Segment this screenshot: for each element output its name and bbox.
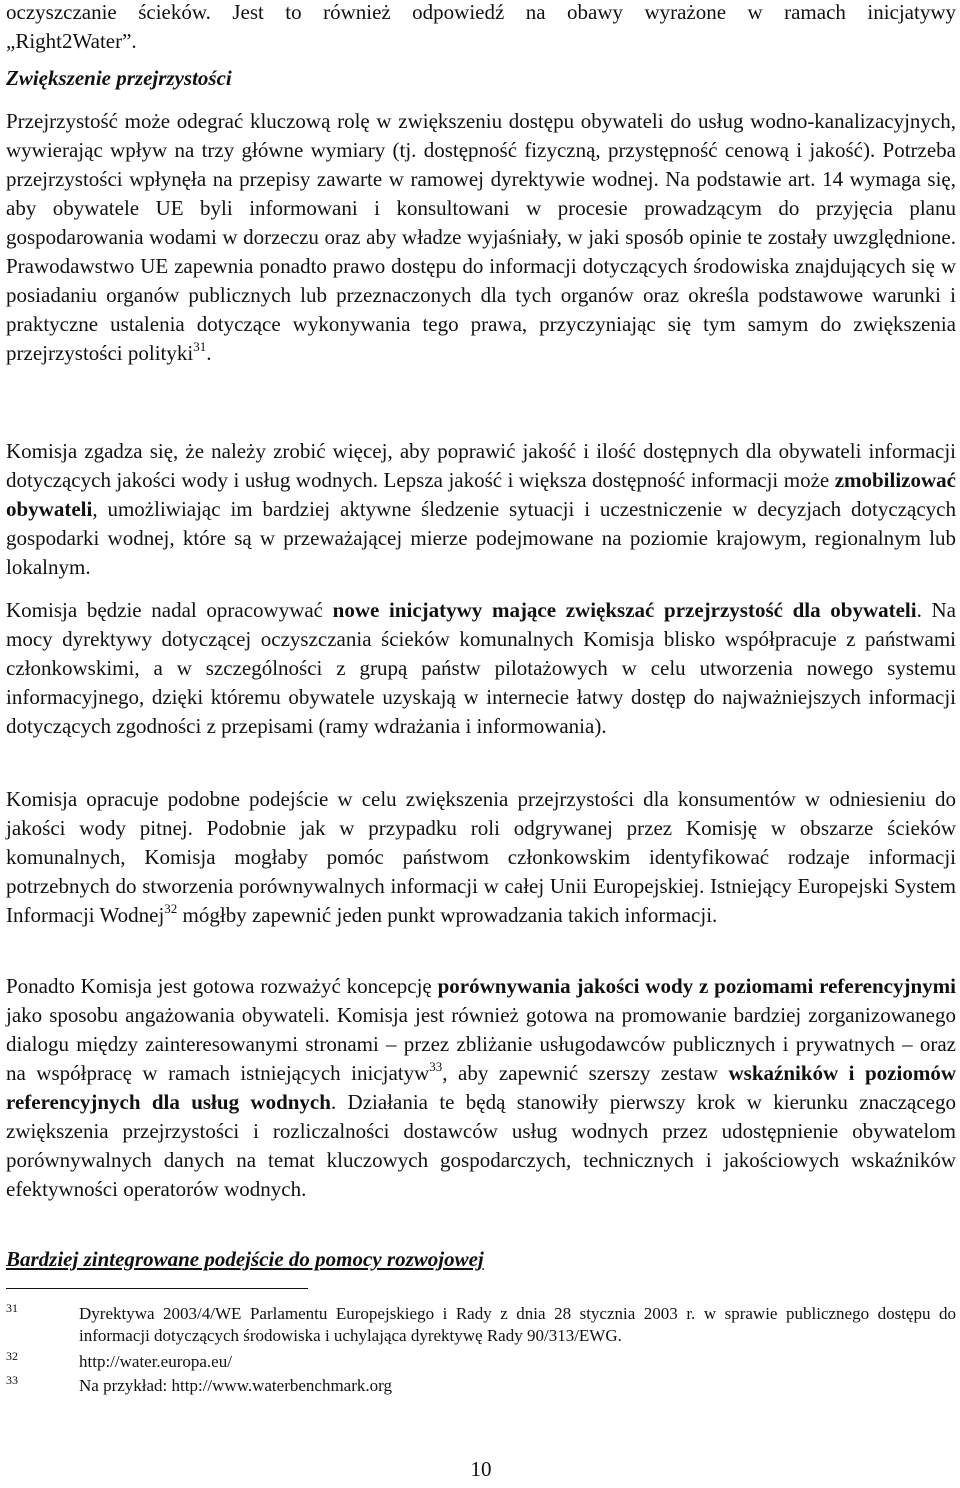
paragraph-text: jako sposobu angażowania obywateli. Komisja jest również gotowa na promowanie bardziej zorganizowanego dialogu między zainteresowanymi stronami – przez zbliżanie usługodawców publicznych i prywatnych – oraz na współpracę w ramach istniejących inicjatyw (6, 1003, 956, 1085)
footnote-separator (6, 1288, 308, 1289)
paragraph-line: „Right2Water”. (6, 29, 137, 53)
bold-phrase: nowe inicjatywy mające zwiększać przejrzystość dla obywateli (332, 598, 917, 622)
page-number: 10 (470, 1457, 492, 1481)
footnote-link[interactable]: Na przykład: http://www.waterbenchmark.org (79, 1376, 392, 1395)
paragraph-text: , aby zapewnić szerszy zestaw (442, 1061, 729, 1085)
paragraph-new-initiatives (6, 596, 956, 741)
paragraph-transparency (6, 107, 956, 368)
footnote-link[interactable]: http://water.europa.eu/ (79, 1352, 232, 1371)
paragraph-text: . Działania te będą stanowiły pierwszy krok w kierunku znaczącego zwiększenia przejrzystości i rozliczalności dostawców usług wodnych przez udostępnienie obywatelom porównywalnych danych na temat kluczowych gospodarczych, technicznych i jakościowych wskaźników efektywności operatorów wodnych. (6, 1090, 956, 1201)
paragraph-drinking-water (6, 785, 956, 930)
section-heading: Bardziej zintegrowane podejście do pomocy rozwojowej (6, 1247, 484, 1271)
paragraph-text: Komisja zgadza się, że należy zrobić więcej, aby poprawić jakość i ilość dostępnych dla obywateli informacji dotyczących jakości wody i usług wodnych. Lepsza jakość i większa dostępność informacji może (6, 439, 956, 492)
footnote-text: Dyrektywa 2003/4/WE Parlamentu Europejskiego i Rady z dnia 28 stycznia 2003 r. w sprawie publicznego dostępu do informacji dotyczących środowiska i uchylająca dyrektywę Rady 90/313/EWG. (79, 1304, 956, 1345)
paragraph-commission-agrees (6, 437, 956, 582)
paragraph-text: Komisja opracuje podobne podejście w celu zwiększenia przejrzystości dla konsumentów w odniesieniu do jakości wody pitnej. Podobnie jak w przypadku roli odgrywanej przez Komisję w obszarze ścieków komunalnych, Komisja mogłaby pomóc państwom członkowskim identyfikować rodzaje informacji potrzebnych do stworzenia porównywalnych informacji w całej Unii Europejskiej. Istniejący Europejski System Informacji Wodnej (6, 787, 956, 927)
footnote-number: 32 (6, 1349, 18, 1363)
paragraph-text: mógłby zapewnić jeden punkt wprowadzania takich informacji. (177, 903, 718, 927)
paragraph-text: Ponadto Komisja jest gotowa rozważyć koncepcję (6, 974, 438, 998)
bold-phrase: zmobilizować obywateli (6, 468, 956, 521)
paragraph-text: Komisja będzie nadal opracowywać (6, 598, 333, 622)
footnote-number: 33 (6, 1373, 18, 1387)
paragraph-text: . (206, 341, 212, 365)
bold-phrase: porównywania jakości wody z poziomami referencyjnymi (437, 974, 956, 998)
paragraph-text: . Na mocy dyrektywy dotyczącej oczyszczania ścieków komunalnych Komisja blisko współpracuje z państwami członkowskimi, a w szczególności z grupą państw pilotażowych w celu utworzenia nowego systemu informacyjnego, dzięki któremu obywatele uzyskają w internecie łatwy dostęp do najważniejszych informacji dotyczących zgodności z przepisami (ramy wdrażania i informowania). (6, 598, 956, 738)
paragraph-text: , umożliwiając im bardziej aktywne śledzenie sytuacji i uczestniczenie w decyzjach dotyczących gospodarki wodnej, które są w przeważającej mierze podejmowane na poziomie krajowym, regionalnym lub lokalnym. (6, 497, 956, 579)
paragraph-benchmarking (6, 972, 956, 1204)
footnote-ref[interactable]: 31 (193, 339, 207, 354)
paragraph-text: Przejrzystość może odegrać kluczową rolę w zwiększeniu dostępu obywateli do usług wodno-kanalizacyjnych, wywierając wpływ na trzy główne wymiary (tj. dostępność fizyczną, przystępność cenową i jakość). Potrzeba przejrzystości wpłynęła na przepisy zawarte w ramowej dyrektywie wodnej. Na podstawie art. 14 wymaga się, aby obywatele UE byli informowani i konsultowani w procesie prowadzącym do przyjęcia planu gospodarowania wodami w dorzeczu oraz aby władze wyjaśniały, w jaki sposób opinie te zostały uwzględnione. Prawodawstwo UE zapewnia ponadto prawo dostępu do informacji dotyczących środowiska znajdujących się w posiadaniu organów publicznych lub przeznaczonych dla tych organów oraz określa podstawowe warunki i praktyczne ustalenia dotyczące wykonywania tego prawa, przyczyniając się tym samym do zwiększenia przejrzystości polityki (6, 109, 956, 365)
section-heading: Zwiększenie przejrzystości (6, 66, 232, 90)
paragraph-continued (6, 0, 956, 56)
bold-phrase: wskaźników i poziomów referencyjnych dla usług wodnych (6, 1061, 956, 1114)
paragraph-line: oczyszczanie ścieków. Jest to również odpowiedź na obawy wyrażone w ramach inicjatywy (6, 0, 956, 24)
footnote-number: 31 (6, 1301, 18, 1315)
footnote-ref[interactable]: 33 (429, 1059, 443, 1074)
footnote-ref[interactable]: 32 (164, 901, 178, 916)
